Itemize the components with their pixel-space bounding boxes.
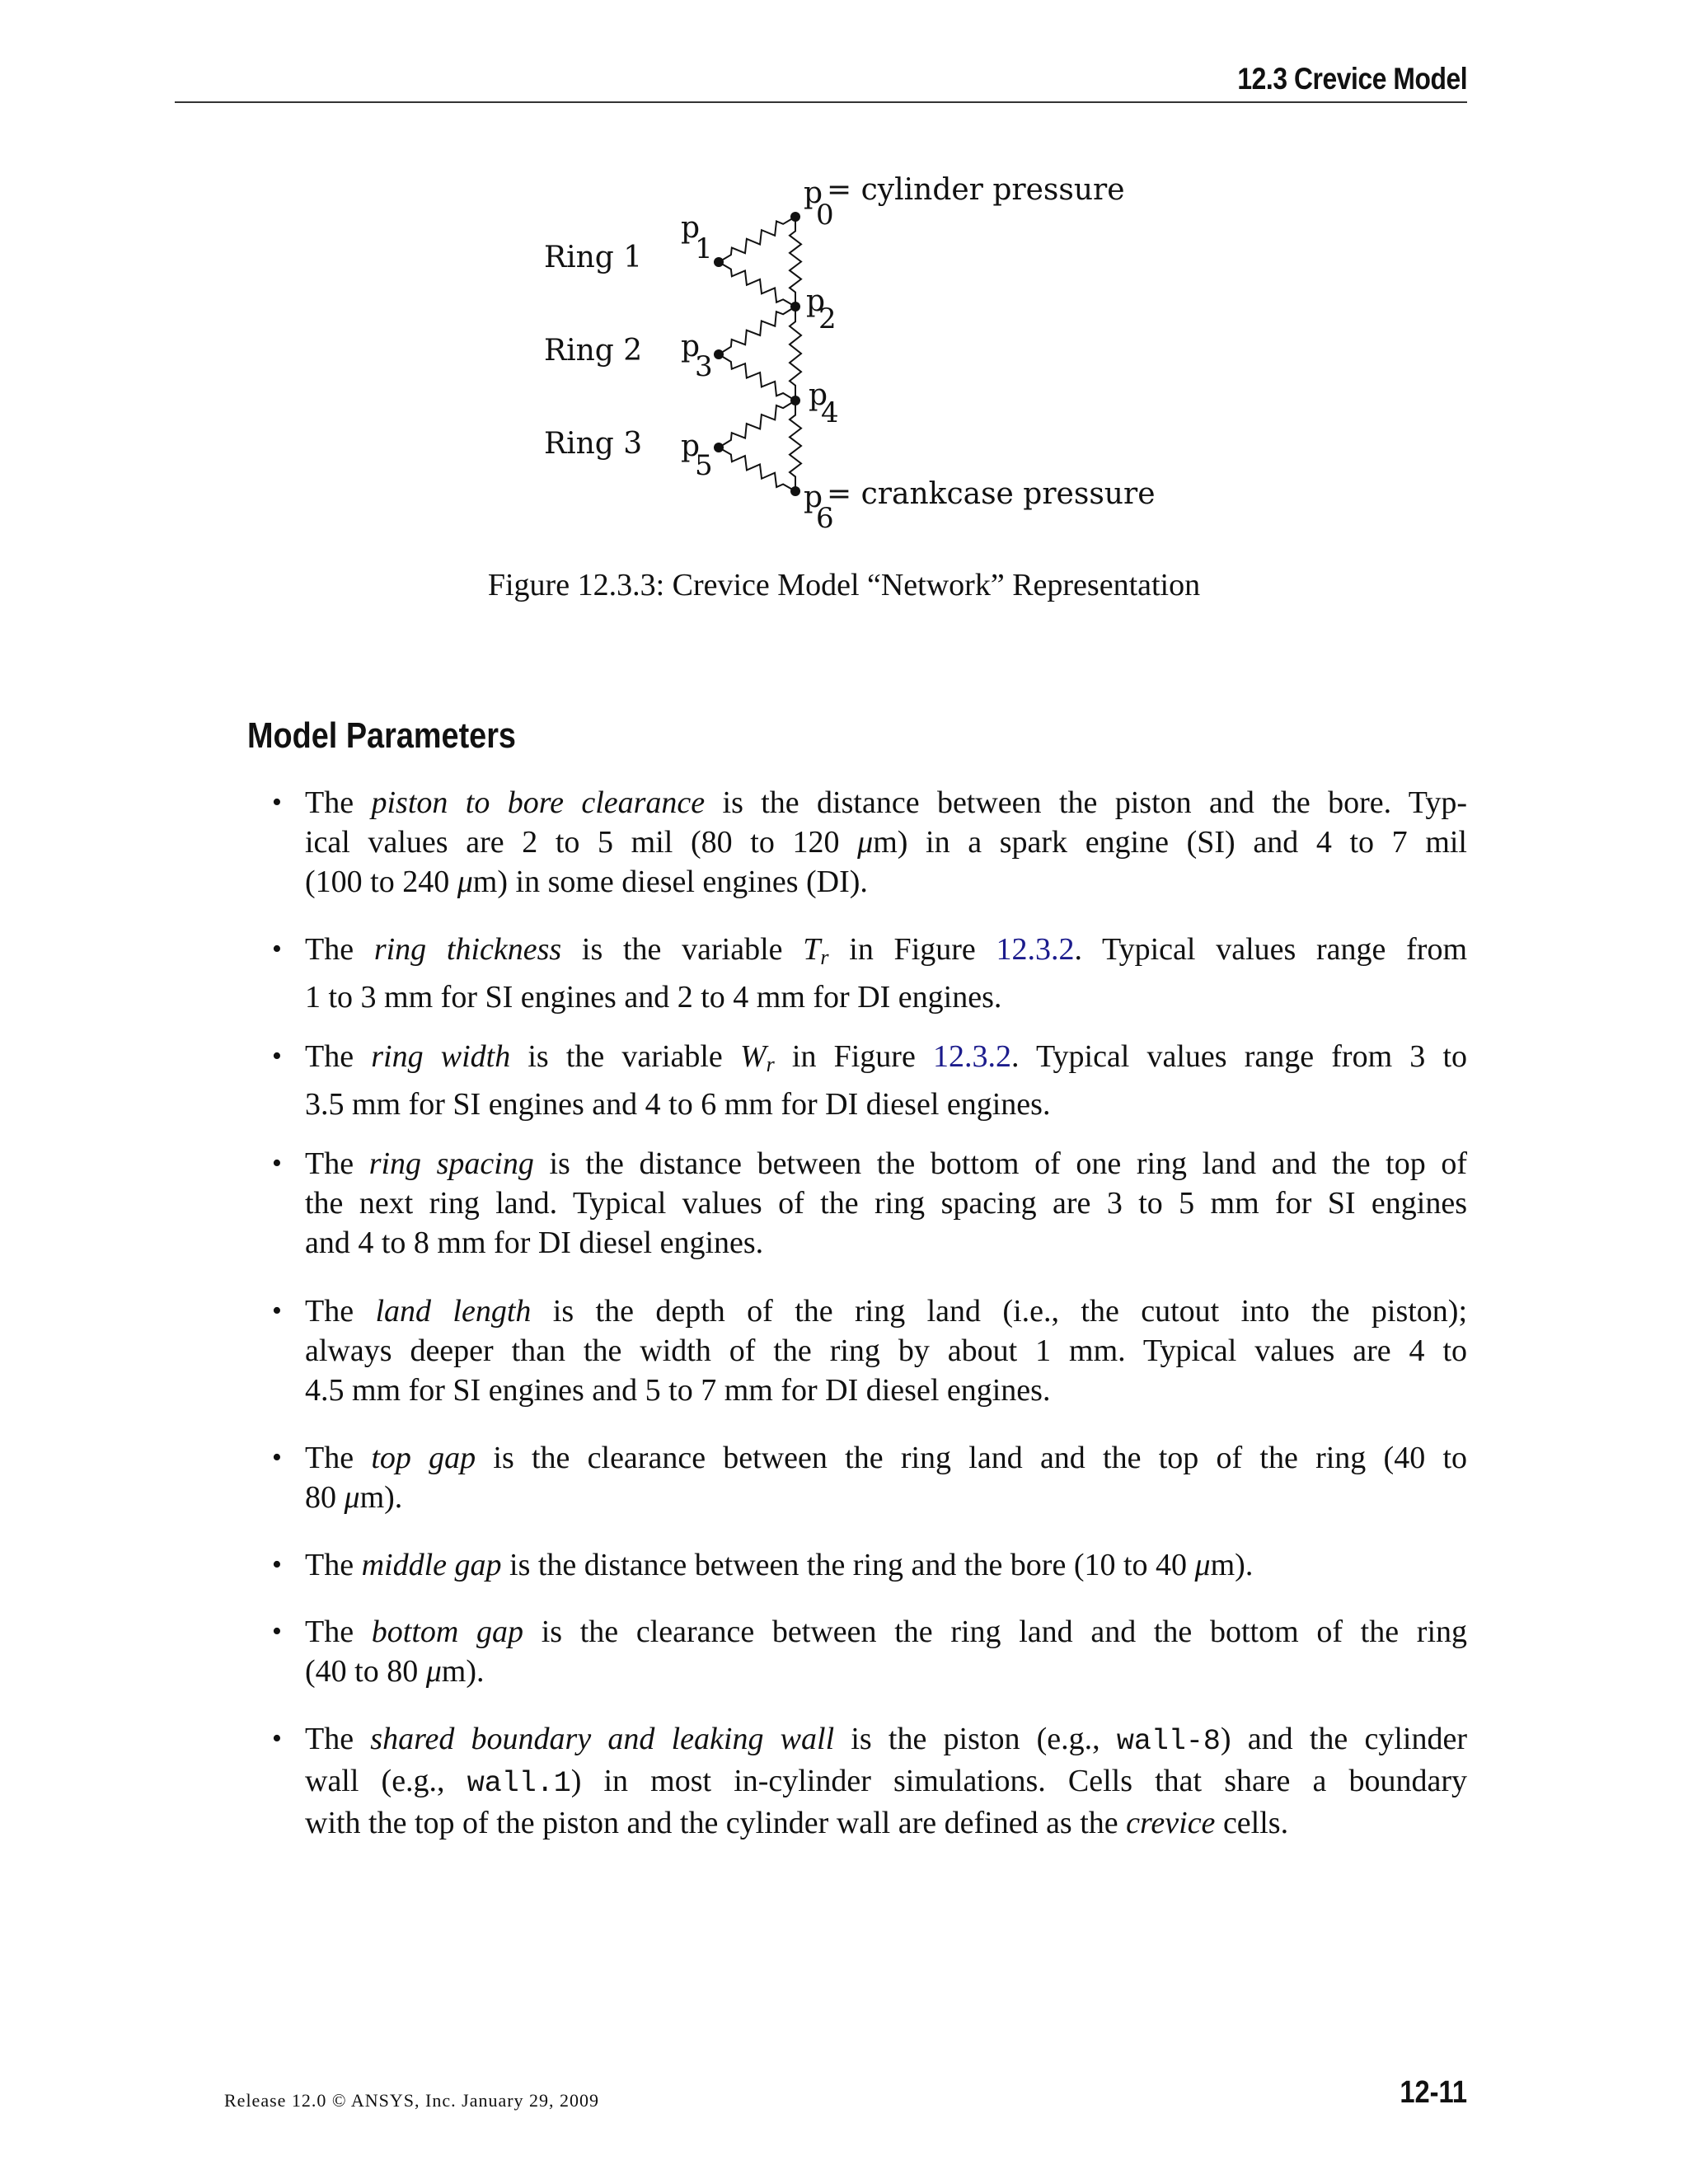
ring-label-1: Ring 1 <box>544 241 643 274</box>
italic-term: μ <box>1194 1548 1211 1582</box>
figure-caption: Figure 12.3.3: Crevice Model “Network” Representation <box>487 568 1201 602</box>
italic-term: crevice <box>1126 1806 1216 1840</box>
node-p5-subscript: 5 <box>695 449 713 482</box>
italic-term: middle gap <box>361 1548 502 1582</box>
parameter-line: The land length is the depth of the ring land (i.e., the cutout into the piston); <box>305 1294 1468 1329</box>
parameter-item <box>272 783 1468 902</box>
figure-reference-link[interactable]: 12.3.2 <box>996 932 1075 967</box>
node-p6-label: p <box>804 480 823 514</box>
parameter-line: The ring spacing is the distance between the bottom of one ring land and the top of <box>305 1146 1468 1181</box>
node-p6 <box>790 486 800 496</box>
parameter-line: and 4 to 8 mm for DI diesel engines. <box>305 1226 764 1260</box>
parameter-line: ical values are 2 to 5 mil (80 to 120 μm) in a spark engine (SI) and 4 to 7 mil <box>305 825 1467 860</box>
node-p2 <box>790 302 800 312</box>
bullet-marker: • <box>272 1296 282 1326</box>
italic-term: ring thickness <box>373 932 562 967</box>
italic-term: T <box>803 932 821 967</box>
parameter-line: 4.5 mm for SI engines and 5 to 7 mm for DI diesel engines. <box>305 1373 1051 1408</box>
footer-release: Release 12.0 © ANSYS, Inc. January 29, 2009 <box>224 2090 600 2111</box>
node-p5 <box>714 443 724 452</box>
page-number: 12-11 <box>1400 2075 1467 2110</box>
bullet-marker: • <box>272 934 282 964</box>
node-p2-label: p <box>806 284 826 318</box>
crevice-network-diagram <box>0 0 1688 544</box>
bullet-marker: • <box>272 787 282 818</box>
node-p3 <box>714 349 724 359</box>
resistor-p2-p4 <box>790 307 801 401</box>
parameter-item <box>272 1144 1468 1263</box>
subscript: r <box>766 1052 775 1076</box>
resistor-p5-p6 <box>719 448 795 491</box>
node-p6-subscript: 6 <box>816 502 834 535</box>
code-literal: wall.1 <box>467 1767 571 1800</box>
node-p0-label: p <box>804 176 823 210</box>
ring-label-2: Ring 2 <box>544 334 643 368</box>
node-p1-label: p <box>681 211 701 245</box>
resistor-p2-p3 <box>719 307 795 354</box>
parameter-item <box>272 1719 1467 1843</box>
bullet-marker: • <box>272 1442 282 1473</box>
node-p4 <box>790 396 800 405</box>
italic-term: μ <box>344 1480 360 1515</box>
parameter-item <box>272 1291 1468 1410</box>
parameter-line: 3.5 mm for SI engines and 4 to 6 mm for DI diesel engines. <box>305 1087 1051 1122</box>
node-p0-subscript: 0 <box>816 199 834 232</box>
running-header: 12.3 Crevice Model <box>1237 62 1467 96</box>
italic-term: ring spacing <box>368 1146 534 1181</box>
node-p4-label: p <box>809 378 828 412</box>
parameter-line: The top gap is the clearance between the ring land and the top of the ring (40 to <box>305 1441 1468 1475</box>
italic-term: μ <box>425 1654 442 1689</box>
bullet-marker: • <box>272 1616 282 1647</box>
resistor-p4-p5 <box>719 401 795 448</box>
parameter-line: 1 to 3 mm for SI engines and 2 to 4 mm for DI engines. <box>305 980 1002 1015</box>
parameter-line: The ring width is the variable $W_r$ in Figure 12.3.2. Typical values range from 3 to <box>305 1039 1468 1076</box>
parameter-line: the next ring land. Typical values of the ring spacing are 3 to 5 mm for SI engines <box>305 1186 1467 1221</box>
node-p0 <box>790 212 800 222</box>
section-heading: Model Parameters <box>247 715 516 756</box>
node-p3-subscript: 3 <box>695 350 713 383</box>
parameter-item <box>272 1438 1468 1517</box>
italic-term: shared boundary and leaking wall <box>370 1722 835 1756</box>
node-p6-annotation: = crankcase pressure <box>827 477 1156 511</box>
parameter-line: The middle gap is the distance between the ring and the bore (10 to 40 μm). <box>305 1548 1254 1582</box>
italic-term: μ <box>857 825 874 860</box>
parameter-line: with the top of the piston and the cylinder wall are defined as the crevice cells. <box>305 1806 1289 1840</box>
parameter-item <box>272 1037 1468 1124</box>
bullet-marker: • <box>272 1549 282 1580</box>
parameter-line: The shared boundary and leaking wall is the piston (e.g., wall-8) and the cylinder <box>305 1722 1467 1758</box>
parameter-line: (40 to 80 μm). <box>305 1654 485 1689</box>
subscript: r <box>820 945 829 969</box>
resistor-p3-p4 <box>719 354 795 401</box>
node-p4-subscript: 4 <box>821 396 839 429</box>
parameter-line: The ring thickness is the variable $T_r$ in Figure 12.3.2. Typical values range from <box>305 932 1467 969</box>
italic-term: ring width <box>371 1039 511 1074</box>
ring-label-3: Ring 3 <box>544 427 643 461</box>
bullet-marker: • <box>272 1041 282 1071</box>
parameter-line: The bottom gap is the clearance between the ring land and the bottom of the ring <box>305 1615 1468 1649</box>
parameter-line: The piston to bore clearance is the distance between the piston and the bore. Typ- <box>305 785 1468 820</box>
node-p3-label: p <box>681 330 701 363</box>
parameter-line: (100 to 240 μm) in some diesel engines (DI). <box>305 865 868 899</box>
italic-term: W <box>739 1039 767 1074</box>
italic-term: piston to bore clearance <box>371 785 706 820</box>
node-p1 <box>714 257 724 267</box>
italic-term: land length <box>375 1294 532 1329</box>
figure-reference-link[interactable]: 12.3.2 <box>932 1039 1011 1074</box>
code-literal: wall-8 <box>1116 1725 1221 1758</box>
bullet-marker: • <box>272 1148 282 1179</box>
italic-term: μ <box>457 865 473 899</box>
node-p0-annotation: = cylinder pressure <box>827 173 1125 207</box>
resistor-p4-p6 <box>790 401 801 491</box>
parameter-item <box>272 1545 1467 1585</box>
parameter-line: always deeper than the width of the ring by about 1 mm. Typical values are 4 to <box>305 1333 1467 1368</box>
bullet-marker: • <box>272 1723 282 1754</box>
parameter-line: 80 μm). <box>305 1480 403 1515</box>
resistor-p0-p1 <box>719 217 795 262</box>
node-p1-subscript: 1 <box>695 232 713 265</box>
italic-term: bottom gap <box>371 1615 524 1649</box>
parameter-item <box>272 1612 1468 1691</box>
resistor-p0-p2 <box>790 217 801 307</box>
node-p2-subscript: 2 <box>818 302 837 335</box>
parameter-line: wall (e.g., wall.1) in most in-cylinder simulations. Cells that share a boundary <box>305 1764 1467 1800</box>
italic-term: top gap <box>371 1441 476 1475</box>
node-p5-label: p <box>681 429 701 463</box>
parameter-item <box>272 930 1467 1017</box>
resistor-p1-p2 <box>719 262 795 307</box>
